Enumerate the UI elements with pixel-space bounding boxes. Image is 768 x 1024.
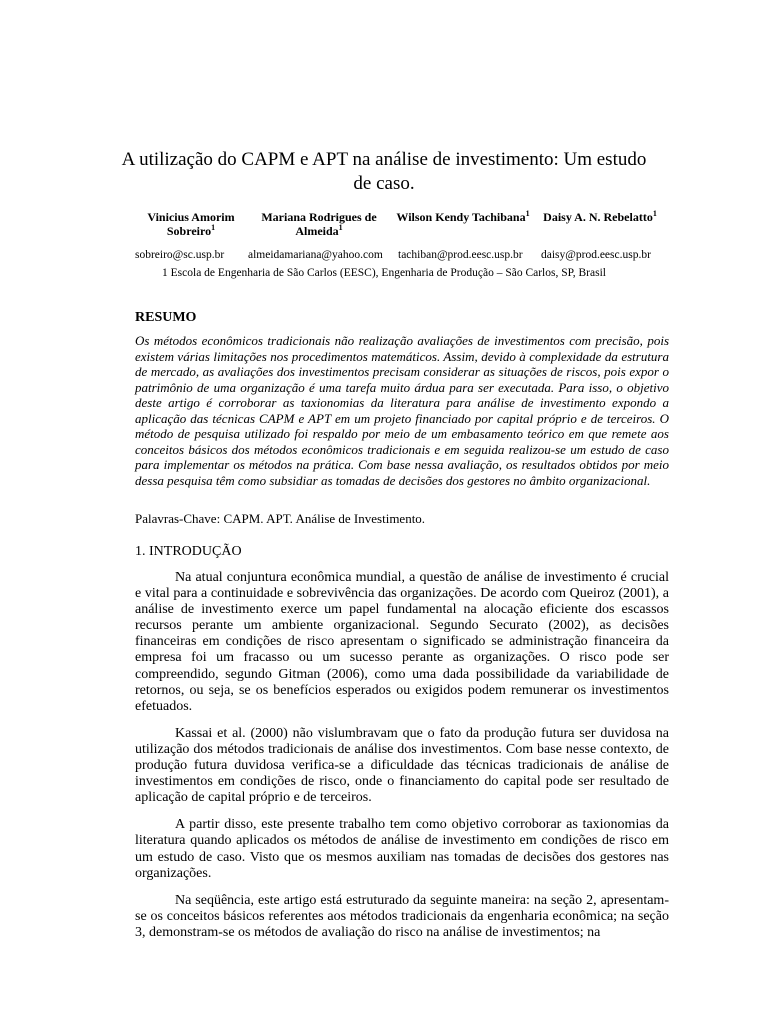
abstract-heading: RESUMO [135, 310, 197, 325]
abstract-text: Os métodos econômicos tradicionais não realização avaliações de investimentos com precisão, pois existem várias limitações nos procedimentos matemáticos. Assim, devido à complexidade da estrutura de mercado, as avaliações dos investimentos precisam considerar as situações de riscos, pois expor o patrimônio de uma organização é uma tarefa muito árdua para ser executada. Para isso, o objetivo deste artigo é corroborar as taxionomias da literatura para análise de investimento expondo a aplicação das técnicas CAPM e APT em um projeto financiado por capital próprio e de terceiros. O método de pesquisa utilizado foi respaldo por meio de um embasamento teórico em que remete aos conceitos básicos dos métodos econômicos tradicionais e em seguida realizou-se um estudo de caso para implementar os métodos na prática. Com base nessa avaliação, os resultados obtidos por meio dessa pesquisa têm como subsidiar as tomadas de decisões dos gestores no âmbito organizacional. [135, 333, 669, 488]
paragraph: Na seqüência, este artigo está estruturado da seguinte maneira: na seção 2, apresentam-se os conceitos básicos referentes aos métodos tradicionais da engenharia econômica; na seção 3, demonstram-se os métodos de avaliação do risco na análise de investimentos; na [135, 892, 669, 940]
author-block [0, 210, 768, 270]
author-1-name-line2: Sobreiro [166, 224, 212, 238]
author-2-name-line2: Almeida [295, 224, 339, 238]
paragraph: A partir disso, este presente trabalho tem como objetivo corroborar as taxionomias da literatura quando aplicados os métodos de análise de investimento em condições de risco em um estudo de caso. Visto que os mesmos auxiliam nas tomadas de decisões dos gestores nas organizações. [135, 817, 669, 881]
author-3-affil-mark: 1 [525, 209, 530, 218]
author-1-email[interactable]: sobreiro@sc.usp.br [135, 249, 225, 261]
author-4-affil-mark: 1 [652, 209, 657, 218]
paragraph: Na atual conjuntura econômica mundial, a questão de análise de investimento é crucial e vital para a continuidade e sobrevivência das organizações. De acordo com Queiroz (2001), a análise de investimento exerce um papel fundamental na alocação eficiente dos escassos recursos perante um ambiente organizacional. Segundo Securato (2002), as decisões financeiras em condições de risco apresentam o significado se administração financeira da empresa foi um fracasso ou um sucesso perante as organizações. O risco pode ser compreendido, segundo Gitman (2006), como uma dada possibilidade da variabilidade de retornos, ou seja, se os benefícios esperados ou exigidos podem remunerar os investimentos efetuados. [135, 570, 669, 714]
author-4-name-line1: Daisy A. N. Rebelatto [543, 210, 653, 224]
author-1-affil-mark: 1 [211, 223, 216, 232]
paper-title: A utilização do CAPM e APT na análise de investimento: Um estudo de caso. [121, 149, 647, 194]
author-2-affil-mark: 1 [338, 223, 343, 232]
author-2-name-line1: Mariana Rodrigues de [261, 210, 377, 224]
affiliation: 1 Escola de Engenharia de São Carlos (EESC), Engenharia de Produção – São Carlos, SP, Brasil [162, 267, 606, 279]
author-2 [252, 210, 386, 238]
author-1 [136, 210, 246, 238]
author-3-name-line1: Wilson Kendy Tachibana [396, 210, 526, 224]
author-4-email[interactable]: daisy@prod.eesc.usp.br [541, 249, 651, 261]
author-3 [392, 210, 534, 224]
author-3-email[interactable]: tachiban@prod.eesc.usp.br [398, 249, 523, 261]
section-heading-introduction: 1. INTRODUÇÃO [135, 544, 242, 559]
introduction-body [135, 570, 669, 952]
keywords: Palavras-Chave: CAPM. APT. Análise de Investimento. [135, 511, 426, 526]
author-1-name-line1: Vinicius Amorim [147, 210, 235, 224]
author-4 [538, 210, 662, 224]
author-2-email[interactable]: almeidamariana@yahoo.com [248, 249, 383, 261]
paragraph: Kassai et al. (2000) não vislumbravam que o fato da produção futura ser duvidosa na utilização dos métodos tradicionais de análise dos investimentos. Com base nesse contexto, de produção futura duvidosa verifica-se a dificuldade das técnicas tradicionais de análise de investimentos em condições de risco, onde o financiamento do capital pode ser resultado de aplicação de capital próprio e de terceiros. [135, 725, 669, 806]
